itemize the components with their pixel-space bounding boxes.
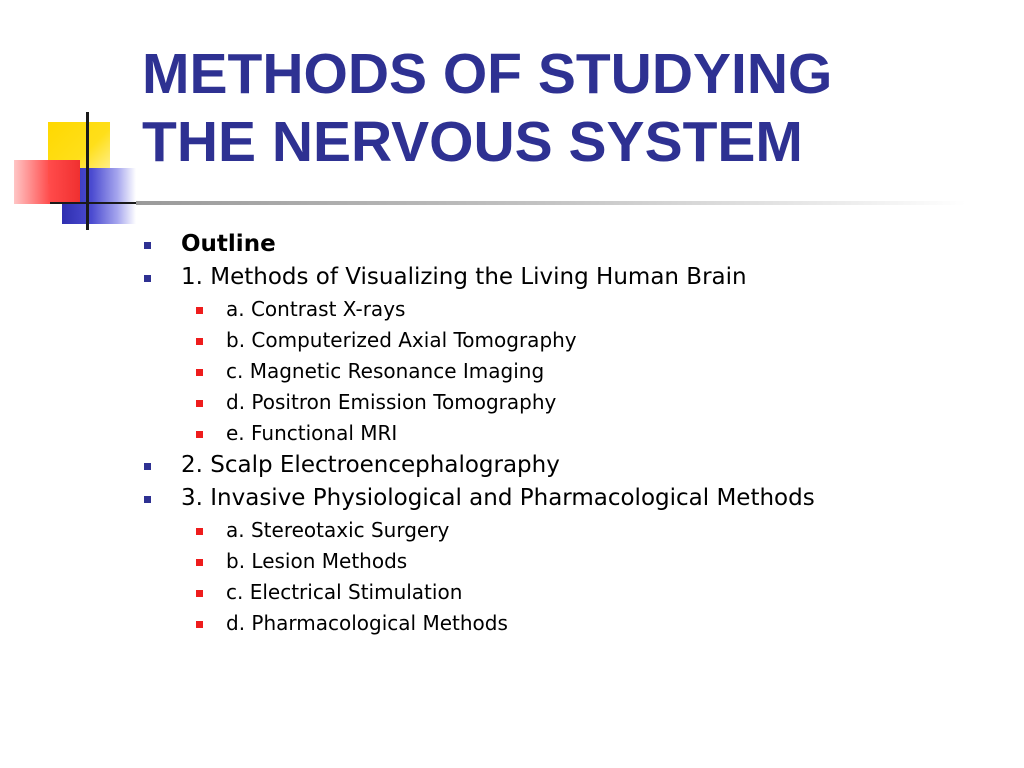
outline-subitem	[143, 418, 1003, 449]
outline-item-text: Outline	[181, 231, 276, 257]
slide-title-line-2: THE NERVOUS SYSTEM	[142, 110, 803, 174]
outline-subitem-text: b. Computerized Axial Tomography	[226, 328, 577, 352]
outline-item-text: 2. Scalp Electroencephalography	[181, 452, 560, 478]
outline-list	[143, 228, 1003, 639]
outline-subitem-text: a. Stereotaxic Surgery	[226, 518, 450, 542]
outline-subitem	[143, 577, 1003, 608]
outline-subitem-text: e. Functional MRI	[226, 421, 398, 445]
square-bullet-icon	[196, 431, 203, 438]
corner-ornament-red-square	[14, 160, 80, 204]
square-bullet-icon	[196, 338, 203, 345]
square-bullet-icon	[196, 590, 203, 597]
outline-item-section-2	[143, 449, 1003, 482]
square-bullet-icon	[196, 559, 203, 566]
square-bullet-icon	[196, 400, 203, 407]
outline-item-section-3	[143, 482, 1003, 515]
outline-subitem-text: b. Lesion Methods	[226, 549, 408, 573]
title-divider	[136, 201, 966, 205]
outline-subitem	[143, 325, 1003, 356]
square-bullet-icon	[196, 528, 203, 535]
corner-ornament-vertical-line	[86, 112, 89, 230]
square-bullet-icon	[196, 369, 203, 376]
outline-subitem-text: a. Contrast X-rays	[226, 297, 406, 321]
outline-item-text: 1. Methods of Visualizing the Living Human Brain	[181, 264, 747, 290]
outline-subitem	[143, 356, 1003, 387]
square-bullet-icon	[144, 275, 151, 282]
corner-ornament-horizontal-line	[50, 202, 142, 204]
square-bullet-icon	[144, 242, 151, 249]
outline-item-text: 3. Invasive Physiological and Pharmacological Methods	[181, 485, 815, 511]
outline-subitem	[143, 546, 1003, 577]
slide-title	[142, 40, 1002, 176]
slide-title-line-1: METHODS OF STUDYING	[142, 42, 833, 106]
outline-subitem-text: c. Electrical Stimulation	[226, 580, 463, 604]
outline-subitem-text: c. Magnetic Resonance Imaging	[226, 359, 545, 383]
outline-subitem	[143, 294, 1003, 325]
square-bullet-icon	[144, 496, 151, 503]
outline-subitem	[143, 387, 1003, 418]
outline-subitem	[143, 608, 1003, 639]
outline-item-heading	[143, 228, 1003, 261]
outline-item-section-1	[143, 261, 1003, 294]
square-bullet-icon	[196, 621, 203, 628]
square-bullet-icon	[196, 307, 203, 314]
square-bullet-icon	[144, 463, 151, 470]
outline-subitem-text: d. Positron Emission Tomography	[226, 390, 557, 414]
outline-subitem-text: d. Pharmacological Methods	[226, 611, 508, 635]
outline-subitem	[143, 515, 1003, 546]
